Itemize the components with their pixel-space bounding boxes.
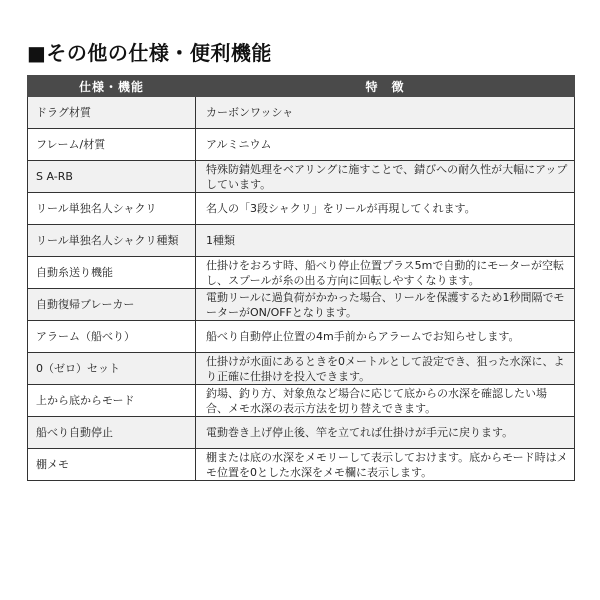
feature-name: リール単独名人シャクリ種類 [28,225,196,257]
feature-name: ドラグ材質 [28,97,196,129]
feature-name: 自動糸送り機能 [28,257,196,289]
feature-description: 1種類 [196,225,575,257]
table-row [28,289,575,321]
feature-name: 上から底からモード [28,385,196,417]
table-row [28,321,575,353]
table-row [28,353,575,385]
feature-description: 特殊防錆処理をベアリングに施すことで、錆びへの耐久性が大幅にアップしています。 [196,161,575,193]
feature-description: 電動リールに過負荷がかかった場合、リールを保護するため1秒間隔でモーターがON/OFFとなります。 [196,289,575,321]
table-row [28,385,575,417]
feature-description: 仕掛けをおろす時、船べり停止位置プラス5mで自動的にモーターが空転し、スプールが糸の出る方向に回転しやすくなります。 [196,257,575,289]
header-spec-feature: 仕様・機能 [28,76,196,97]
feature-name: フレーム/材質 [28,129,196,161]
feature-name: S A-RB [28,161,196,193]
feature-description: カーボンワッシャ [196,97,575,129]
feature-name: 棚メモ [28,449,196,481]
feature-name: リール単独名人シャクリ [28,193,196,225]
table-row [28,161,575,193]
feature-name: アラーム（船べり） [28,321,196,353]
feature-description: 棚または底の水深をメモリーして表示しておけます。底からモード時はメモ位置を0とした水深をメモ欄に表示します。 [196,449,575,481]
feature-description: 船べり自動停止位置の4m手前からアラームでお知らせします。 [196,321,575,353]
feature-description: 仕掛けが水面にあるときを0メートルとして設定でき、狙った水深に、より正確に仕掛けを投入できます。 [196,353,575,385]
feature-description: 釣場、釣り方、対象魚など場合に応じて底からの水深を確認したい場合、メモ水深の表示方法を切り替えできます。 [196,385,575,417]
feature-name: 自動復帰ブレーカー [28,289,196,321]
section-title: ■その他の仕様・便利機能 [27,41,272,65]
table-row [28,449,575,481]
table-row [28,97,575,129]
feature-description: 電動巻き上げ停止後、竿を立てれば仕掛けが手元に戻ります。 [196,417,575,449]
feature-description: アルミニウム [196,129,575,161]
table-row [28,225,575,257]
table-row [28,417,575,449]
table-row [28,129,575,161]
feature-description: 名人の「3段シャクリ」をリールが再現してくれます。 [196,193,575,225]
table-row [28,193,575,225]
feature-name: 0（ゼロ）セット [28,353,196,385]
spec-table [27,75,575,481]
header-characteristics: 特 徴 [196,76,575,97]
feature-name: 船べり自動停止 [28,417,196,449]
table-row [28,257,575,289]
table-header-row [28,76,575,97]
